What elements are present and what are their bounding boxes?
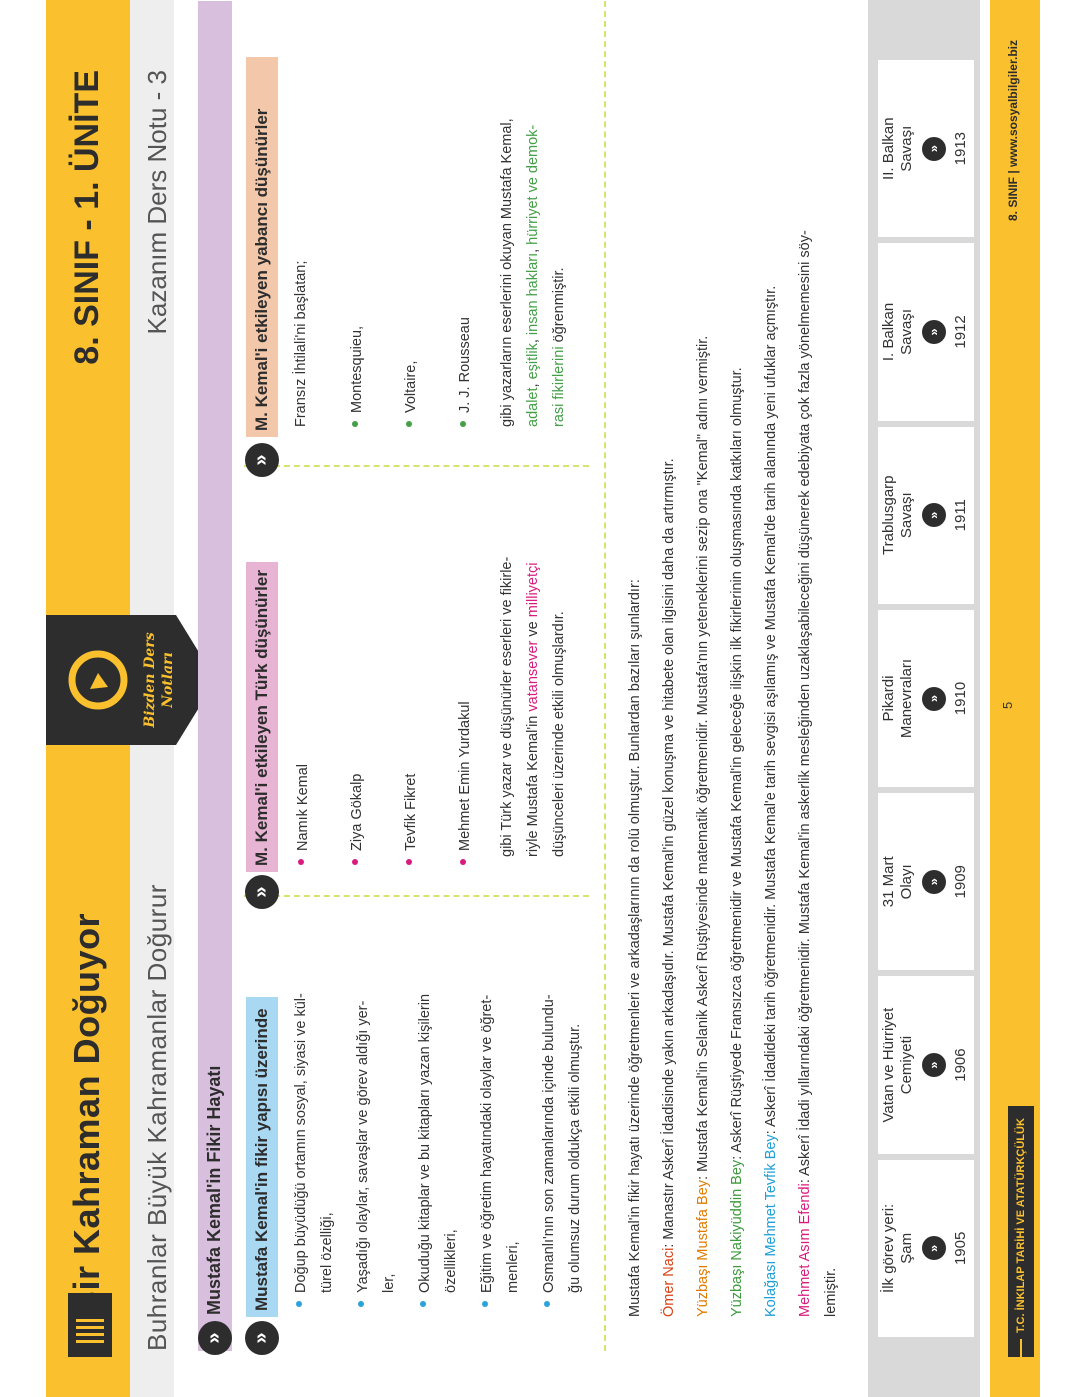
col3-item: Voltaire, — [398, 361, 424, 427]
col2-item: Ziya Gökalp — [344, 774, 370, 865]
col1-item-cont: özellikleri, — [443, 1229, 459, 1293]
col2-item: Namık Kemal — [290, 764, 316, 865]
col1-item: Eğitim ve öğretim hayatındaki olaylar ve öğret- — [474, 995, 500, 1307]
timeline-item — [878, 793, 974, 970]
bullet-dot-icon — [296, 1301, 302, 1307]
double-chevron-right-icon: » — [922, 503, 946, 527]
col3-item: Montesquieu, — [344, 326, 370, 427]
double-chevron-right-icon: » — [922, 870, 946, 894]
footer-accent-line — [1020, 1339, 1022, 1357]
double-chevron-right-icon: » — [245, 443, 279, 477]
teachers-intro: Mustafa Kemal'in fikir hayatı üzerinde öğretmenleri ve arkadaşlarının da rolü olmuştur. Bunlardan bazıları şunlardır: — [627, 579, 643, 1317]
col1-item-cont: menleri, — [505, 1241, 521, 1293]
col2-paragraph-line-2: riyle Mustafa Kemal'in vatansever ve milliyetçi — [525, 562, 541, 857]
col3-intro: Fransız İhtilali'ni başlatan; — [293, 260, 309, 427]
bullet-dot-icon — [544, 1301, 550, 1307]
bullet-dot-icon — [460, 859, 466, 865]
bullet-dot-icon — [298, 859, 304, 865]
teacher-row: Mehmet Asım Efendi: Askerî İdadi yıllarındaki öğretmenidir. Mustafa Kemal'in askerlik mesleğinden uzaklaşabileceğini düşünerek edebiyata çok fazla yönelmemesini söy- — [797, 230, 813, 1317]
double-chevron-right-icon: » — [198, 1321, 232, 1355]
timeline-item — [878, 60, 974, 237]
col2-paragraph-line-1: gibi Türk yazar ve düşünürler eserleri ve fikirle- — [499, 556, 515, 857]
timeline-year: 1912 — [952, 315, 969, 349]
bullet-dot-icon — [406, 421, 412, 427]
logo — [46, 615, 216, 745]
timeline-event-label: II. Balkan Savaşı — [880, 117, 915, 180]
timeline-year: 1909 — [952, 865, 969, 899]
double-chevron-right-icon: » — [922, 1236, 946, 1260]
double-chevron-right-icon: » — [922, 320, 946, 344]
col3-item: J. J. Rousseau — [452, 317, 478, 427]
timeline-year: 1911 — [952, 499, 969, 532]
page-number: 5 — [1000, 701, 1015, 709]
column-divider — [244, 895, 589, 897]
col1-item: Osmanlı'nın son zamanlarında içinde bulundu- — [536, 994, 562, 1307]
col3-paragraph-line-1: gibi yazarların eserlerini okuyan Mustafa Kemal, — [499, 118, 515, 427]
double-chevron-right-icon: » — [922, 687, 946, 711]
timeline-year: 1910 — [952, 681, 969, 716]
timeline-item — [878, 976, 974, 1153]
col3-paragraph-line-2: adalet, eşitlik, insan hakları, hürriyet ve demok- — [525, 124, 541, 427]
timeline-year: 1905 — [952, 1231, 969, 1266]
double-chevron-right-icon: » — [245, 875, 279, 909]
timeline-item — [878, 243, 974, 420]
bullet-dot-icon — [352, 421, 358, 427]
lesson-note-title: Kazanım Ders Notu - 3 — [142, 70, 172, 335]
col2-item: Tevfik Fikret — [398, 774, 424, 865]
timeline-event-label: Pikardi Manevraları — [880, 658, 915, 739]
teacher-row: Yüzbaşı Mustafa Bey: Mustafa Kemal'in Selanik Askerî Rüştiyesinde matematik öğretmenidir. Mustafa'nın yeteneklerini sezip ona "Kemal" adını vermiştir. — [695, 335, 711, 1317]
col1-item: Doğup büyüdüğü ortamın sosyal, siyasi ve kül- — [288, 993, 314, 1307]
bullet-dot-icon — [460, 421, 466, 427]
page-subtitle: Buhranlar Büyük Kahramanlar Doğurur — [142, 884, 172, 1351]
teacher-row: Kolağası Mehmet Tevfik Bey: Askerî İdadideki tarih öğretmenidir. Mustafa Kemal'e tarih sevgisi aşılamış ve Mustafa Kemal'de tarih alanında yeni ufuklar açmıştır. — [763, 285, 779, 1317]
col1-item: Okuduğu kitaplar ve bu kitapları yazan kişilerin — [412, 994, 438, 1307]
col2-item: Mehmet Emin Yurdakul — [452, 701, 478, 865]
double-chevron-right-icon: » — [922, 1053, 946, 1077]
timeline-year: 1913 — [952, 131, 969, 166]
timeline-event-label: İlk görev yeri: Şam — [880, 1203, 915, 1293]
timeline-event-label: I. Balkan Savaşı — [880, 302, 915, 362]
page-title: Bir Kahraman Doğuyor — [66, 912, 107, 1317]
col2-paragraph-line-3: düşünceleri üzerinde etkili olmuşlardır. — [551, 611, 567, 857]
section-title: Mustafa Kemal'in Fikir Hayatı — [204, 1065, 224, 1315]
timeline-year: 1906 — [952, 1048, 969, 1082]
col3-paragraph-line-3: rasi fikirlerini öğrenmiştir. — [551, 267, 567, 427]
timeline-event-label: Trablusgarp Savaşı — [880, 475, 915, 555]
col3-title: M. Kemal'i etkileyen yabancı düşünürler — [246, 57, 278, 437]
column-divider — [244, 465, 589, 467]
section-divider — [604, 1, 606, 1351]
col1-item-cont: ler, — [381, 1273, 397, 1293]
unit-title: 8. SINIF - 1. ÜNİTE — [68, 70, 106, 365]
timeline-item — [878, 1160, 974, 1337]
timeline-event-label: Vatan ve Hürriyet Cemiyeti — [880, 1007, 915, 1123]
bullet-dot-icon — [482, 1301, 488, 1307]
col1-title: Mustafa Kemal'in fikir yapısı üzerinde — [246, 997, 278, 1317]
footer-site: 8. SINIF | www.sosyalbilgiler.biz — [1006, 40, 1020, 221]
col2-title: M. Kemal'i etkileyen Türk düşünürler — [246, 562, 278, 872]
teacher-row: Yüzbaşı Nakiyüddin Bey: Askerî Rüştiyede Fransızca öğretmenidir ve Mustafa Kemal'in geleceğe ilişkin ilk fikirlerinin oluşmasında katkıları olmuştur. — [729, 367, 745, 1317]
logo-text-1: Bizden Ders — [142, 632, 158, 728]
teacher-row: Ömer Naci: Manastır Askerî İdadisinde yakın arkadaşıdır. Mustafa Kemal'in güzel konuşma ve hitabete olan ilgisini daha da artırmıştır. — [661, 458, 677, 1317]
double-chevron-right-icon: » — [922, 137, 946, 161]
col1-item-cont: ğu olumsuz durum oldukça etkili olmuştur. — [567, 1023, 583, 1293]
bullet-dot-icon — [352, 859, 358, 865]
timeline-item — [878, 610, 974, 787]
timeline-event-label: 31 Mart Olayı — [880, 856, 915, 908]
teacher-row-cont: lemiştir. — [823, 1267, 839, 1317]
logo-text-2: Notları — [160, 652, 176, 708]
footer-course-title: T.C. İNKILAP TARİHİ VE ATATÜRKÇÜLÜK — [1008, 1106, 1034, 1357]
bullet-dot-icon — [406, 859, 412, 865]
timeline-item — [878, 427, 974, 604]
double-chevron-right-icon: » — [245, 1321, 279, 1355]
col1-item-cont: türel özelliği, — [319, 1212, 335, 1293]
title-stripes — [76, 1317, 104, 1343]
bullet-dot-icon — [358, 1301, 364, 1307]
bullet-dot-icon — [420, 1301, 426, 1307]
col1-item: Yaşadığı olaylar, savaşlar ve görev aldığı yer- — [350, 1001, 376, 1307]
